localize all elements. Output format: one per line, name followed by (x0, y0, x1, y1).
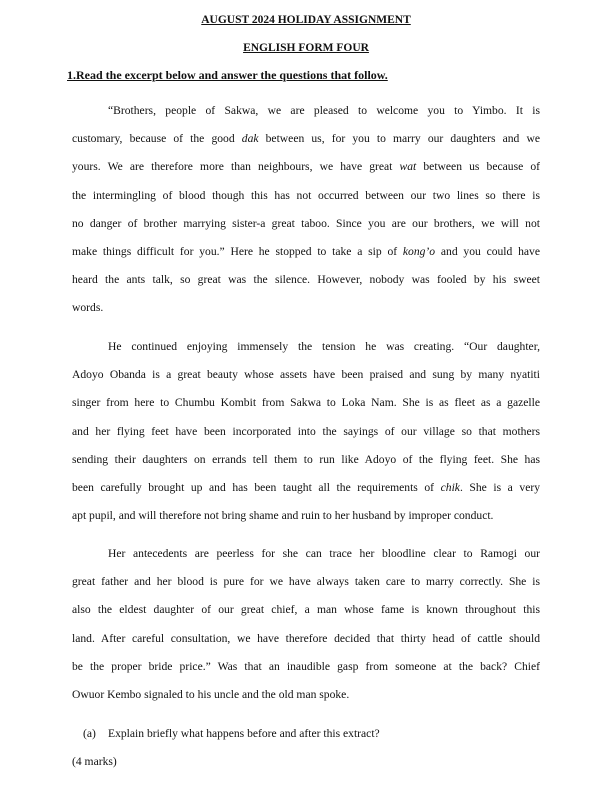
text-line (72, 568, 540, 596)
text-line (72, 653, 540, 681)
text-segment: Owuor Kembo signaled to his uncle and the old man spoke. (72, 687, 350, 701)
italic-term: chik (440, 480, 460, 494)
italic-term: dak (241, 132, 259, 146)
text-segment: . She is a very (459, 480, 540, 494)
text-line (72, 125, 540, 153)
document-title (0, 14, 612, 26)
text-segment: heard the ants talk, so great was the silence. However, nobody was fooled by his sweet (72, 273, 540, 287)
text-line (72, 681, 540, 709)
text-segment: be the proper bride price.” Was that an inaudible gasp from someone at the back? Chief (72, 659, 540, 673)
text-line (72, 596, 540, 624)
text-segment: no danger of brother marrying sister-a great taboo. Since you are our brothers, we will not (72, 216, 540, 230)
text-segment: great father and her blood is pure for we have always taken care to marry correctly. She is (72, 575, 540, 589)
text-segment: customary, because of the good (72, 132, 242, 146)
text-segment: between us, for you to marry our daughters and we (258, 132, 540, 146)
text-segment: singer from here to Chumbu Kombit from Sakwa to Loka Nam. She is as fleet as a gazelle (72, 396, 540, 410)
text-segment: yours. We are therefore more than neighbours, we have great (72, 160, 400, 174)
text-line (72, 238, 540, 266)
text-segment: the intermingling of blood though this has not occurred between our two lines so there is (72, 188, 540, 202)
text-segment: land. After careful consultation, we have therefore decided that thirty head of cattle should (72, 631, 540, 645)
excerpt-paragraph-3 (72, 540, 540, 709)
document-subtitle-text: ENGLISH FORM FOUR (243, 42, 369, 54)
text-line (72, 389, 540, 417)
document-subtitle (0, 42, 612, 54)
text-line (72, 333, 540, 361)
excerpt-paragraph-2 (72, 333, 540, 530)
text-segment: also the eldest daughter of our great chief, a man whose fame is known throughout this (72, 603, 540, 617)
question-a (83, 727, 380, 740)
text-line (72, 446, 540, 474)
text-segment: Her antecedents are peerless for she can trace her bloodline clear to Ramogi our (108, 547, 540, 560)
text-segment: and her flying feet have been incorporated into the sayings of our village so that mothers (72, 424, 540, 438)
text-segment: words. (72, 301, 104, 315)
text-line (72, 153, 540, 181)
text-segment: sending their daughters on errands tell them to run like Adoyo of the flying feet. She has (72, 452, 540, 466)
text-segment: He continued enjoying immensely the tension he was creating. “Our daughter, (108, 340, 540, 353)
italic-term: wat (399, 160, 417, 174)
text-line (72, 266, 540, 294)
text-segment: and you could have (435, 244, 540, 258)
text-segment: between us because of (416, 160, 540, 174)
text-line (72, 540, 540, 568)
question-instruction: 1.Read the excerpt below and answer the questions that follow. (67, 68, 388, 82)
question-text: Explain briefly what happens before and after this extract? (108, 727, 380, 740)
text-line (72, 294, 540, 322)
text-line (72, 97, 540, 125)
question-marks: (4 marks) (72, 755, 117, 768)
text-segment: been carefully brought up and has been taught all the requirements of (72, 480, 441, 494)
text-line (72, 210, 540, 238)
text-segment: “Brothers, people of Sakwa, we are pleased to welcome you to Yimbo. It is (108, 104, 540, 117)
text-line (72, 474, 540, 502)
text-segment: make things difficult for you.” Here he stopped to take a sip of (72, 244, 403, 258)
text-segment: apt pupil, and will therefore not bring shame and ruin to her husband by improper conduct. (72, 509, 494, 523)
italic-term: kong’o (402, 244, 436, 258)
text-line (72, 625, 540, 653)
excerpt-paragraph-1 (72, 97, 540, 323)
text-line (72, 418, 540, 446)
text-line (72, 361, 540, 389)
question-label: (a) (83, 727, 96, 740)
text-line (72, 502, 540, 530)
text-segment: Adoyo Obanda is a great beauty whose assets have been praised and sung by many nyatiti (72, 368, 540, 382)
document-title-text: AUGUST 2024 HOLIDAY ASSIGNMENT (201, 14, 411, 26)
text-line (72, 182, 540, 210)
